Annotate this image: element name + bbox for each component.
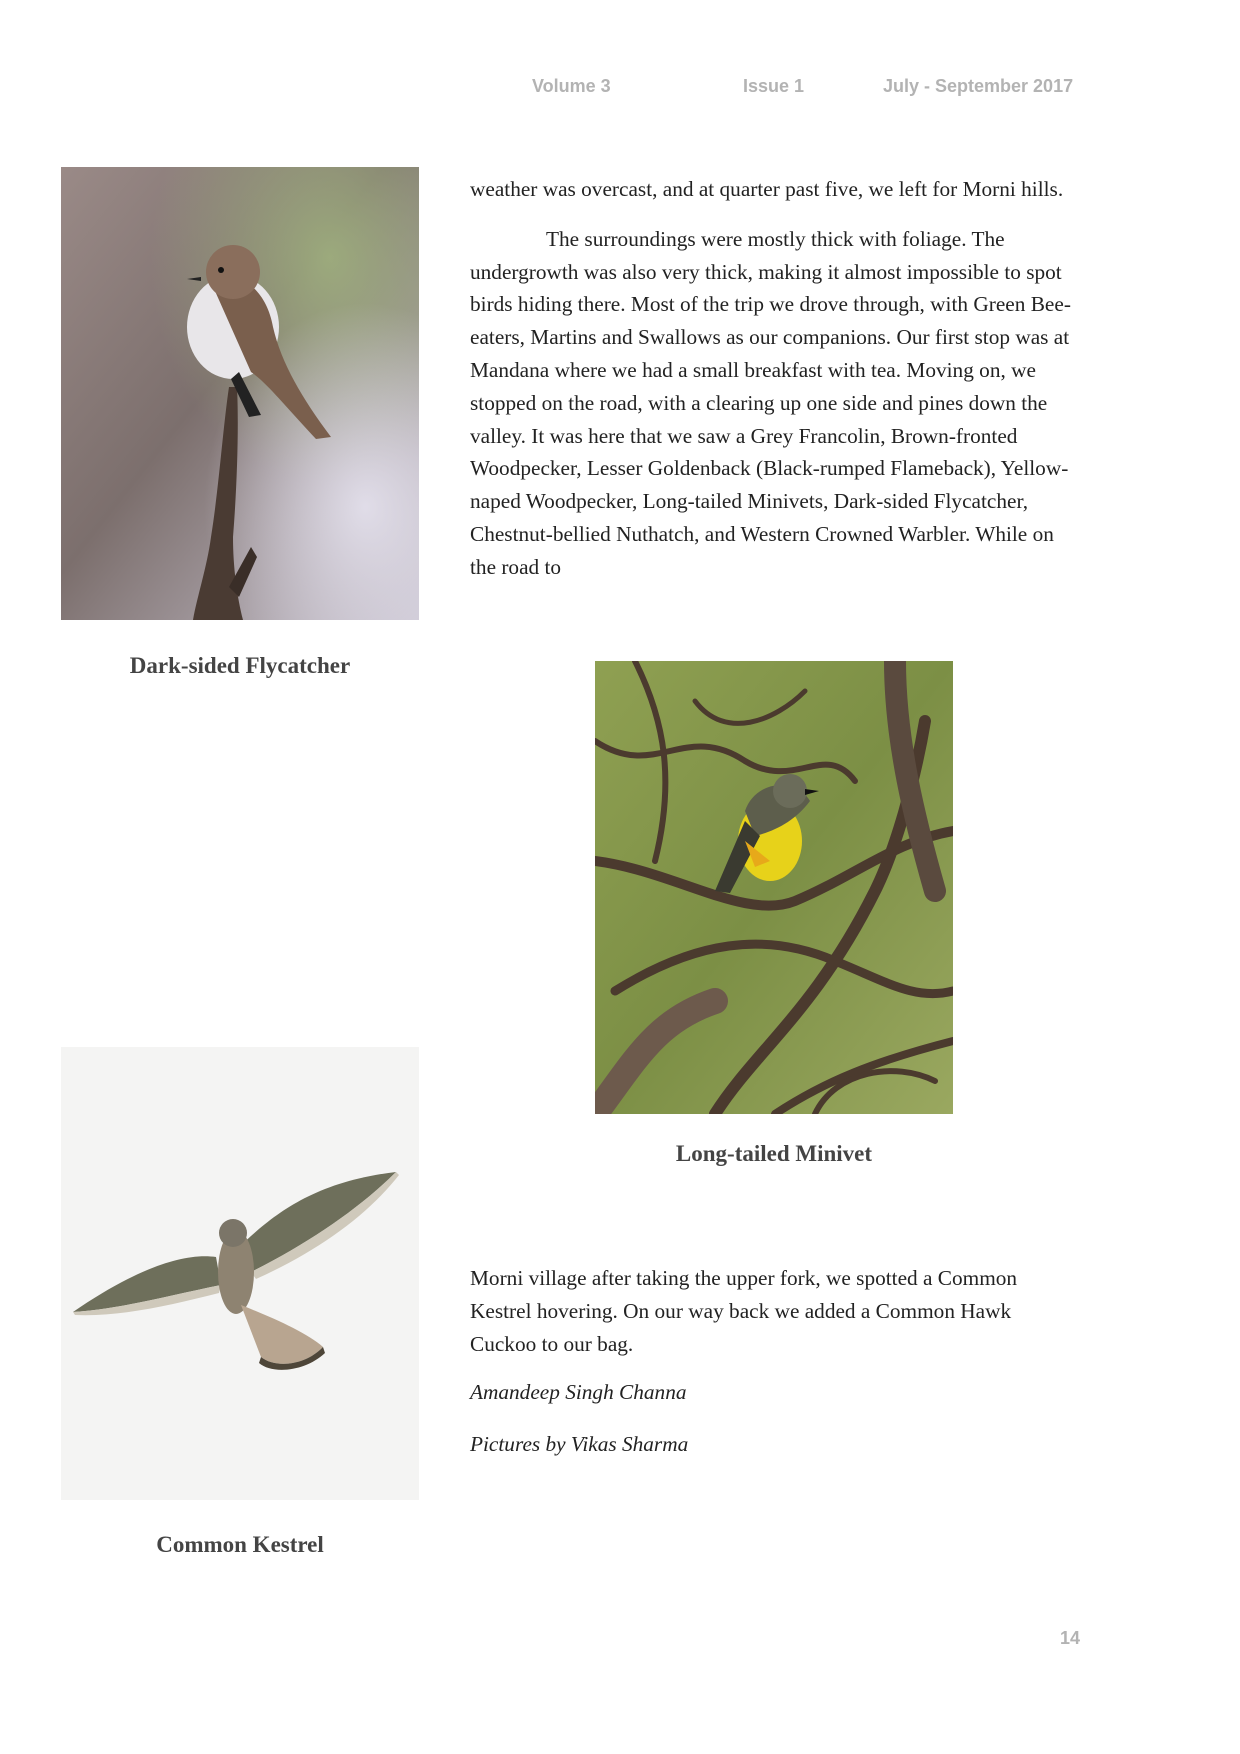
paragraph-continued: weather was overcast, and at quarter past five, we left for Morni hills. (470, 177, 1064, 201)
flycatcher-photo (61, 167, 419, 620)
kestrel-photo (61, 1047, 419, 1500)
page-number: 14 (1059, 1628, 1080, 1648)
article-bottom (470, 1262, 1080, 1360)
issue-label: Issue 1 (743, 76, 805, 96)
photo-credit: Pictures by Vikas Sharma (470, 1432, 689, 1456)
flycatcher-caption: Dark-sided Flycatcher (129, 653, 351, 678)
kestrel-caption: Common Kestrel (156, 1532, 324, 1557)
minivet-caption: Long-tailed Minivet (675, 1141, 873, 1166)
volume-label: Volume 3 (532, 76, 611, 96)
article-top (470, 173, 1080, 584)
author-name: Amandeep Singh Channa (470, 1380, 687, 1404)
minivet-photo (595, 661, 953, 1114)
paragraph-surroundings: The surroundings were mostly thick with foliage. The undergrowth was also very thick, making it almost impossible to spot birds hiding there. Most of the trip we drove through, with Green Bee-eaters, Martins and Swallows as our companions. Our first stop was at Mandana where we had a small breakfast with tea. Moving on, we stopped on the road, with a clearing up one side and pines down the valley. It was here that we saw a Grey Francolin, Brown-fronted Woodpecker, Lesser Goldenback (Black-rumped Flameback), Yellow-naped Woodpecker, Long-tailed Minivets, Dark-sided Flycatcher, Chestnut-bellied Nuthatch, and Western Crowned Warbler. While on the road to (470, 226, 1071, 579)
paragraph-morni-village: Morni village after taking the upper fork, we spotted a Common Kestrel hovering. On our way back we added a Common Hawk Cuckoo to our bag. (470, 1266, 1018, 1356)
period-label: July - September 2017 (883, 76, 1074, 96)
